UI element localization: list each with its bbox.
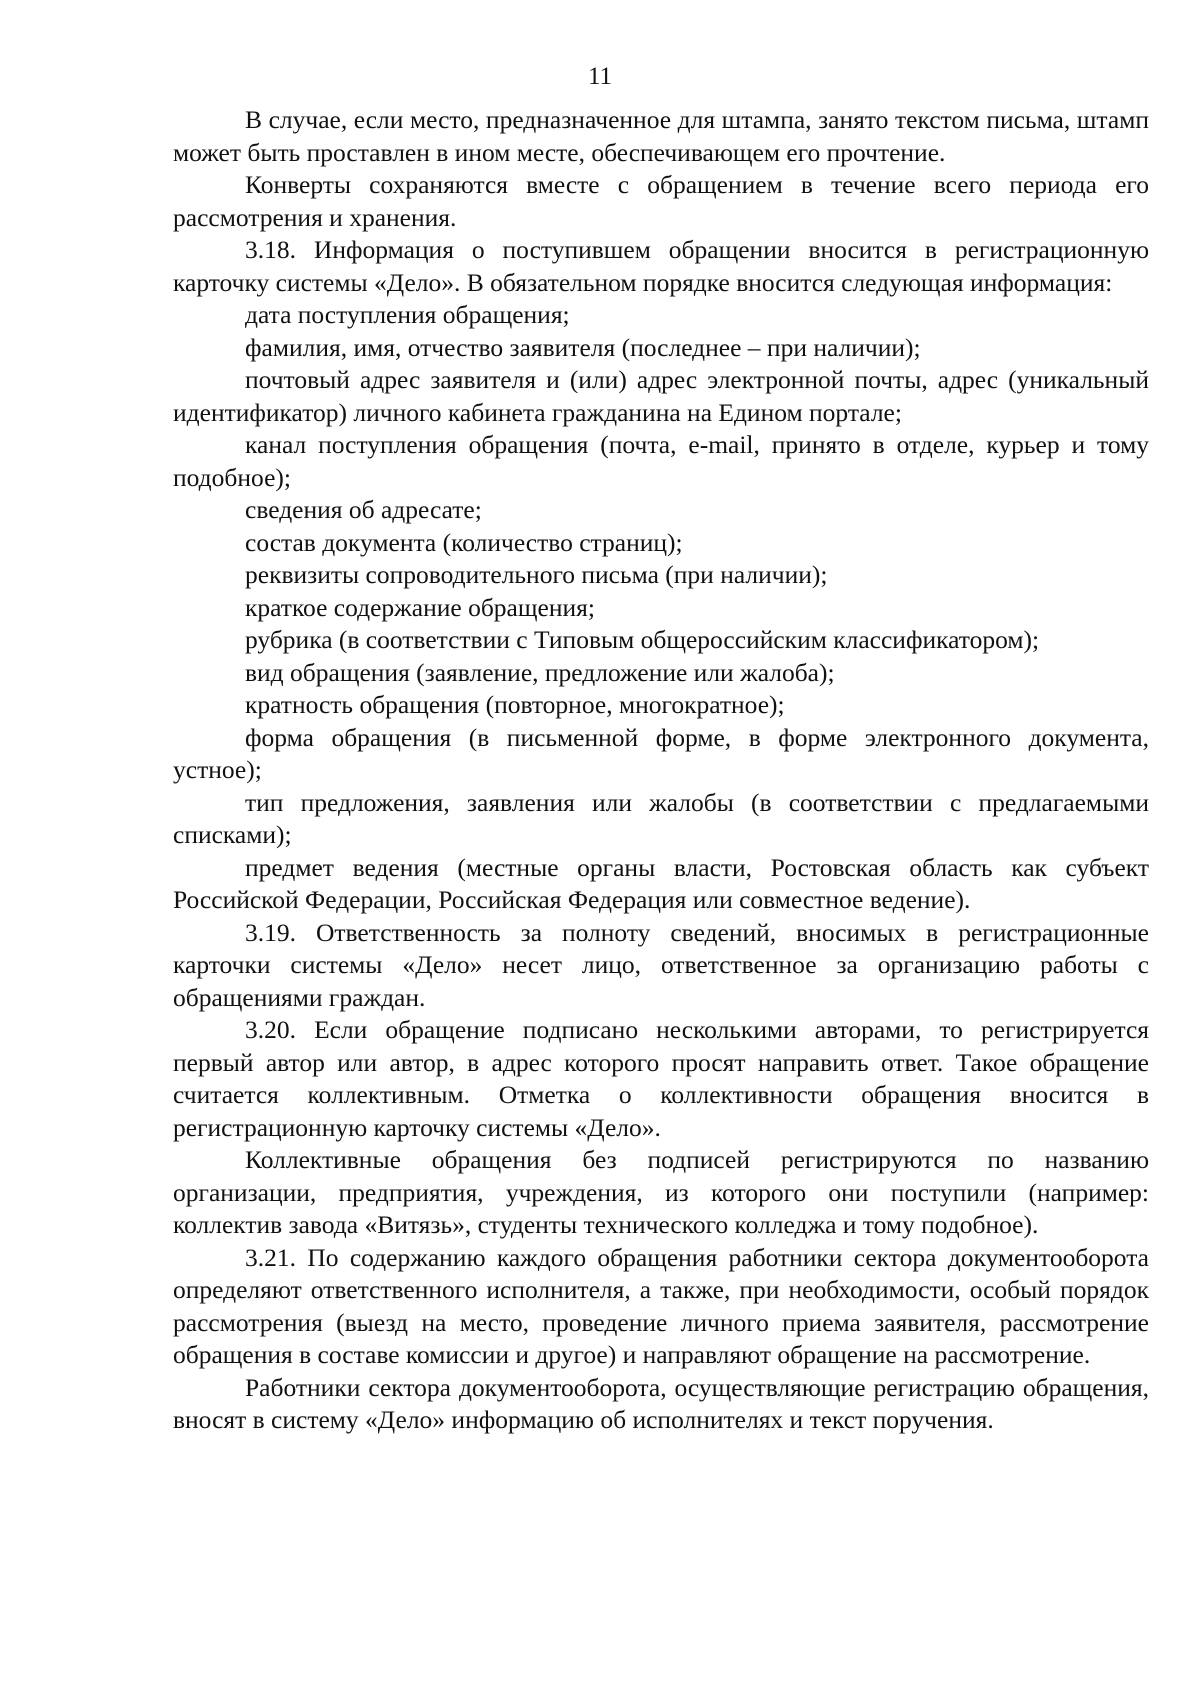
- list-item: тип предложения, заявления или жалобы (в соответствии с предлагаемыми списками);: [173, 787, 1149, 849]
- paragraph-section-3-18: 3.18. Информация о поступившем обращении вносится в регистрационную карточку системы «Дело». В обязательном порядке вносится следующая информация:: [173, 235, 1149, 297]
- list-item: предмет ведения (местные органы власти, Ростовская область как субъект Российской Федерации, Российская Федерация или совместное ведение).: [173, 852, 1149, 914]
- paragraph: Конверты сохраняются вместе с обращением в течение всего периода его рассмотрения и хранения.: [173, 170, 1149, 232]
- paragraph-section-3-20: 3.20. Если обращение подписано несколькими авторами, то регистрируется первый автор или автор, в адрес которого просят направить ответ. Такое обращение считается коллективным. Отметка о коллективности обращения вносится в регистрационную карточку системы «Дело».: [173, 1015, 1149, 1142]
- page-number: 11: [587, 63, 613, 90]
- list-item: краткое содержание обращения;: [245, 592, 595, 622]
- paragraph: Работники сектора документооборота, осуществляющие регистрацию обращения, вносят в систему «Дело» информацию об исполнителях и текст поручения.: [173, 1372, 1149, 1434]
- list-item: вид обращения (заявление, предложение или жалоба);: [245, 657, 835, 687]
- list-item: форма обращения (в письменной форме, в форме электронного документа, устное);: [173, 722, 1149, 784]
- list-item: состав документа (количество страниц);: [245, 527, 683, 557]
- list-item: дата поступления обращения;: [245, 300, 570, 329]
- list-item: реквизиты сопроводительного письма (при наличии);: [245, 560, 828, 589]
- list-item: канал поступления обращения (почта, e-mail, принято в отделе, курьер и тому подобное);: [173, 430, 1149, 492]
- paragraph: В случае, если место, предназначенное для штампа, занято текстом письма, штамп может быть проставлен в ином месте, обеспечивающем его прочтение.: [173, 105, 1149, 167]
- list-item: фамилия, имя, отчество заявителя (последнее – при наличии);: [245, 332, 921, 362]
- list-item: рубрика (в соответствии с Типовым общероссийским классификатором);: [245, 625, 1040, 654]
- list-item: сведения об адресате;: [245, 495, 482, 524]
- paragraph-section-3-19: 3.19. Ответственность за полноту сведений, вносимых в регистрационные карточки системы «Дело» несет лицо, ответственное за организацию работы с обращениями граждан.: [173, 917, 1149, 1012]
- list-item: кратность обращения (повторное, многократное);: [245, 690, 785, 719]
- paragraph: Коллективные обращения без подписей регистрируются по названию организации, предприятия, учреждения, из которого они поступили (например: коллектив завода «Витязь», студенты технического колледжа и тому подобное).: [173, 1145, 1149, 1239]
- document-body: [173, 104, 1149, 1437]
- paragraph-section-3-21: 3.21. По содержанию каждого обращения работники сектора документооборота определяют ответственного исполнителя, а также, при необходимости, особый порядок рассмотрения (выезд на место, проведение личного приема заявителя, рассмотрение обращения в составе комиссии и другое) и направляют обращение на рассмотрение.: [173, 1242, 1149, 1369]
- list-item: почтовый адрес заявителя и (или) адрес электронной почты, адрес (уникальный идентификатор) личного кабинета гражданина на Едином портале;: [173, 365, 1149, 427]
